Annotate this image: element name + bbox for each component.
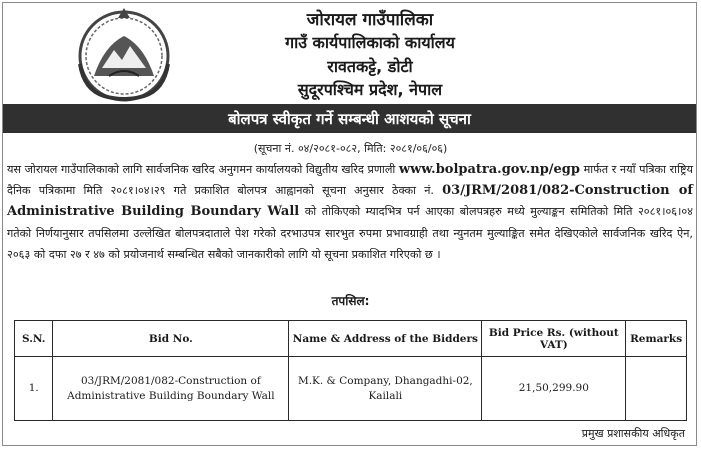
table-row [15, 357, 687, 421]
office-name: गाउँ कार्यपालिकाको कार्यालय [285, 33, 455, 52]
col-bid-no: Bid No. [53, 321, 289, 357]
notice-reference: (सूचना नं. ०४/२०८१-०८२, मिति: २०८१/०६/०६) [253, 142, 448, 155]
cell-remarks [626, 357, 687, 421]
col-bid-price: Bid Price Rs. (without VAT) [482, 321, 626, 357]
body-part-1: यस जोरायल गाउँपालिकाको लागि सार्वजनिक खरिद अनुगमन कार्यालयको विद्युतीय खरिद प्रणाली [7, 163, 396, 176]
bid-table [14, 320, 687, 421]
table-header-row [15, 321, 687, 357]
government-emblem-icon [74, 6, 174, 102]
body-part-3: को तोकिएको म्यादभित्र पर्न आएका बोलपत्रहरु मध्ये मुल्याङ्कन समितिको मिति २०८१।०६।०४ गतेको निर्णयानुसार तपसिलमा उल्लेखित बोलपत्रदाताले पेश गरेको दरभाउपत्र सारभुत रुपमा प्रभावग्राही तथा न्युनतम मुल्याङ्कित समेत देखिएकोले सार्वजनिक खरिद ऐन, २०६३ को दफा २७ र ४७ को प्रयोजनार्थ सम्बन्धित सबैको जानकारीको लागि यो सूचना प्रकाशित गरिएको छ । [7, 205, 693, 261]
municipality-name: जोरायल गाउँपालिका [306, 10, 434, 30]
col-sn: S.N. [15, 321, 53, 357]
cell-sn: 1. [15, 357, 53, 421]
cell-bid-no: 03/JRM/2081/082-Construction of Administrative Building Boundary Wall [53, 357, 289, 421]
province-country: सुदूरपश्चिम प्रदेश, नेपाल [297, 80, 443, 99]
egp-url: www.bolpatra.gov.np/egp [398, 162, 580, 177]
office-location: रावतकट्टे, डोटी [327, 57, 413, 76]
col-bidder: Name & Address of the Bidders [289, 321, 482, 357]
notice-body [7, 159, 693, 265]
body-part-2: मार्फत र नयाँ पत्रिका राष्ट्रिय दैनिक पत्रिकामा मिति २०८१।०४।२९ गते प्रकाशित बोलपत्र आह्वानको सूचना अनुसार ठेक्का नं. [7, 163, 693, 198]
notice-title-banner [3, 104, 696, 133]
contract-number: 03/JRM/2081/082-Construction of Administrative Building Boundary Wall [7, 183, 693, 220]
notice-title: बोलपत्र स्वीकृत गर्ने सम्बन्धी आशयको सूचना [228, 109, 471, 128]
tapasil-heading: तपसिल: [331, 294, 370, 308]
cell-bidder: M.K. & Company, Dhangadhi-02, Kailali [289, 357, 482, 421]
cell-price: 21,50,299.90 [482, 357, 626, 421]
col-remarks: Remarks [626, 321, 687, 357]
signature-title: प्रमुख प्रशासकीय अधिकृत [581, 427, 685, 440]
